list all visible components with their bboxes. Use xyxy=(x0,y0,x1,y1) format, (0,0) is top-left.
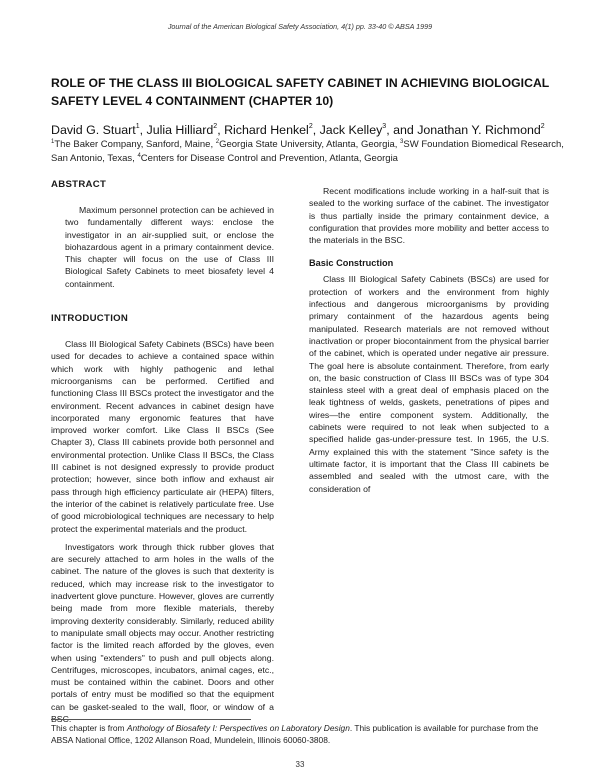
affiliation-text: Centers for Disease Control and Prevention, Atlanta, Georgia xyxy=(140,153,398,164)
footnote-prefix: This chapter is from xyxy=(51,723,127,733)
page-number: 33 xyxy=(295,760,305,769)
introduction-paragraph-3: Recent modifications include working in a half-suit that is sealed to the working surface of the cabinet. The investigator is thus partially inside the primary containment device, a configuration that provides more mobility and better access to the materials in the BSC. xyxy=(309,186,549,246)
basic-construction-heading: Basic Construction xyxy=(309,258,394,269)
running-head: Journal of the American Biological Safety Association, 4(1) pp. 33-40 © ABSA 1999 xyxy=(167,22,433,31)
footnote-divider xyxy=(51,719,251,720)
abstract-heading: ABSTRACT xyxy=(51,179,107,190)
introduction-paragraph-1: Class III Biological Safety Cabinets (BSCs) have been used for decades to achieve a contained space within which work with highly pathogenic and lethal microorganisms can be performed. Certified and functioning Class III BSCs protect the investigator and the environment. Recent advances in cabinet design have incorporated many ergonomic features that have improved worker comfort. Like Class II BSCs (See Chapter 3), Class III cabinets provide both personnel and environmental protection. Unlike Class II BSCs, the Class III cabinet is not designed expressly to provide product protection; however, since both inflow and exhaust air pass through high efficiency particulate air (HEPA) filters, the interior of the cabinet is relatively particulate free. Use of good microbiological techniques are necessary to help protect the experimental materials and the product. xyxy=(51,339,274,534)
affiliation-text: Georgia State University, Atlanta, Georgia, xyxy=(219,139,401,150)
author-name: Jonathan Y. Richmond xyxy=(417,123,541,137)
author-name: Jack Kelley xyxy=(319,123,383,137)
right-column xyxy=(309,179,549,495)
author-separator: , xyxy=(312,123,320,137)
author-name: Richard Henkel xyxy=(224,123,309,137)
author-sup: 2 xyxy=(540,123,545,130)
affiliation-sup: 2 xyxy=(215,139,220,145)
affiliation-sup: 1 xyxy=(51,139,55,145)
footnote xyxy=(51,722,561,746)
author-sup: 3 xyxy=(382,123,387,130)
author-name: David G. Stuart xyxy=(51,123,136,137)
article-title: ROLE OF THE CLASS III BIOLOGICAL SAFETY CABINET IN ACHIEVING BIOLOGICAL SAFETY LEVEL 4 CONTAINMENT (CHAPTER 10) xyxy=(51,76,550,108)
affiliation-text: The Baker Company, Sanford, Maine, xyxy=(54,139,216,150)
footnote-book-title: Anthology of Biosafety I: Perspectives on Laboratory Design xyxy=(126,723,350,733)
affiliation-text: SW Foundation Biomedical Research, San Antonio, Texas, xyxy=(51,139,564,164)
abstract-text: Maximum personnel protection can be achieved in two fundamentally different ways: enclose the investigator in an air-supplied suit, or enclose the biohazardous agent in a primary containment device. This chapter will focus on the use of Class III Biological Safety Cabinets to meet biosafety level 4 containment. xyxy=(65,205,274,289)
introduction-heading: INTRODUCTION xyxy=(51,313,129,325)
author-separator: , and xyxy=(386,123,418,137)
author-sup: 2 xyxy=(308,123,313,130)
left-column xyxy=(51,179,274,725)
affiliation-sup: 4 xyxy=(137,153,141,159)
affiliation-sup: 3 xyxy=(400,139,404,145)
author-list xyxy=(51,122,571,138)
author-separator: , xyxy=(217,123,225,137)
author-name: Julia Hilliard xyxy=(146,123,214,137)
affiliations xyxy=(51,138,571,166)
author-sup: 1 xyxy=(135,123,140,130)
footnote-suffix: . This publication is available for purchase from the ABSA National Office, 1202 Allanson Road, Mundelein, Illinois 60060-3808. xyxy=(51,723,539,745)
author-sup: 2 xyxy=(213,123,218,130)
basic-construction-text: Class III Biological Safety Cabinets (BSCs) are used for protection of workers and the environment from highly infectious and dangerous microorganisms by providing primary containment of the hazardous agents being manipulated. Research materials are not removed without inactivation or proper biocontainment from the physical barrier of the cabinet, which is operated under negative air pressure. The goal here is absolute containment. Therefore, from early on, the basic construction of Class III BSCs was of type 304 stainless steel with a great deal of emphasis placed on the leak tightness of welds, gaskets, penetrations of pipes and wires—the entire component system. Additionally, the cabinets were required to not leak when subjected to a specified halide gas-under-pressure test. In 1965, the U.S. Army explained this with the statement "Since safety is the ultimate factor, it is important that the Class III cabinets be assembled and sealed with the utmost care, with the consideration of xyxy=(309,274,549,494)
introduction-paragraph-2: Investigators work through thick rubber gloves that are securely attached to arm holes in the walls of the cabinet. The nature of the gloves is such that dexterity is reduced, which may increase risk to the investigator to inadvertent glove puncture. However, gloves are currently being made from more flexible materials, thereby improving dexterity considerably. Similarly, reduced ability to manipulate small objects may occur. Another restricting factor is the limited reach afforded by the gloves, even when using "extenders" to push and pull objects along. Centrifuges, microscopes, incubators, animal cages, etc., must be contained within the cabinet. Doors and other portals of entry must be modified so that the equipment can be gasket-sealed to the wall, floor, or window of a BSC. xyxy=(51,541,274,724)
author-separator: , xyxy=(139,123,147,137)
